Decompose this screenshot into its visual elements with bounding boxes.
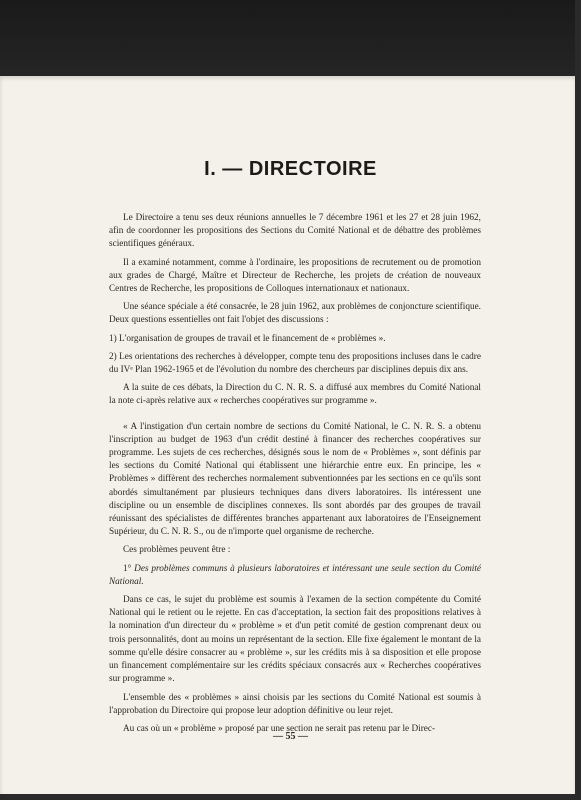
list-item-2: 2) Les orientations des recherches à développer, compte tenu des propositions incluses dans le cadre du IVᵉ Plan 1962-1965 et de l'évolution du nombre des chercheurs par disciplines depuis dix ans. bbox=[109, 351, 481, 376]
page-number: — 55 — bbox=[273, 731, 308, 742]
scan-right-edge bbox=[575, 0, 581, 800]
section-heading-text: Des problèmes communs à plusieurs laboratoires et intéressant une seule section du Comité National. bbox=[109, 563, 481, 587]
list-item-1: 1) L'organisation de groupes de travail et le financement de « problèmes ». bbox=[109, 333, 386, 344]
paragraph-6: Dans ce cas, le sujet du problème est soumis à l'examen de la section compétente du Comité National qui le retient ou le rejette. En cas d'acceptation, la section fait des propositions relatives à la nomination d'un directeur du « problème » et d'un petit comité de gestion comprenant deux ou trois personnalités, dont au moins un représentant de la section. Elle fixe également le montant de la somme qu'elle désire consacrer au « problème », sur les crédits mis à sa disposition et elle propose un financement complémentaire sur les crédits spéciaux consacrés aux « Recherches coopératives sur programme ». bbox=[109, 595, 481, 685]
paragraph-8: Au cas où un « problème » proposé par une section ne serait pas retenu par le Direc- bbox=[123, 723, 436, 734]
section-heading bbox=[109, 563, 481, 589]
scan-bottom-edge bbox=[0, 794, 581, 800]
paragraph-2: Il a examiné notamment, comme à l'ordinaire, les propositions de recrutement ou de promotion aux grades de Chargé, Maître et Directeur de Recherche, les projets de création de nouveaux Centres de Recherche, les propositions de Colloques internationaux et nationaux. bbox=[109, 257, 481, 295]
body-text bbox=[109, 212, 481, 741]
section-heading-number: 1° bbox=[123, 563, 132, 574]
scan-top-background bbox=[0, 0, 581, 78]
paragraph-1: Le Directoire a tenu ses deux réunions annuelles le 7 décembre 1961 et les 27 et 28 juin 1962, afin de coordonner les propositions des Sections du Comité National et de débattre des problèmes scientifiques généraux. bbox=[109, 213, 481, 250]
paragraph-3: Une séance spéciale a été consacrée, le 28 juin 1962, aux problèmes de conjoncture scientifique. Deux questions essentielles ont fait l'objet des discussions : bbox=[109, 302, 481, 326]
paragraph-5: Ces problèmes peuvent être : bbox=[123, 545, 231, 556]
paragraph-4: A la suite de ces débats, la Direction du C. N. R. S. a diffusé aux membres du Comité National la note ci-après relative aux « recherches coopératives sur programme ». bbox=[109, 383, 481, 407]
page-title: I. — DIRECTOIRE bbox=[204, 158, 377, 180]
quoted-note: « A l'instigation d'un certain nombre de sections du Comité National, le C. N. R. S. a obtenu l'inscription au budget de 1963 d'un crédit destiné à financer des recherches coopératives sur programme. Les sujets de ces recherches, désignés sous le nom de « Problèmes », sont définis par les sections du Comité National qui établissent une hiérarchie entre eux. En principe, les « Problèmes » diffèrent des recherches normalement subventionnées par les sections en ce qu'ils sont abordés simultanément par plusieurs techniques dans divers laboratoires. Ils intéressent une discipline ou un ensemble de disciplines connexes. Ils sont abordés par des groupes de travail réunissant des spécialistes de différentes branches appartenant aux laboratoires de l'Enseignement Supérieur, du C. N. R. S., ou de n'importe quel organisme de recherche. bbox=[109, 421, 481, 538]
paragraph-7: L'ensemble des « problèmes » ainsi choisis par les sections du Comité National est soumis à l'approbation du Directoire qui propose leur adoption définitive ou leur rejet. bbox=[109, 692, 481, 716]
